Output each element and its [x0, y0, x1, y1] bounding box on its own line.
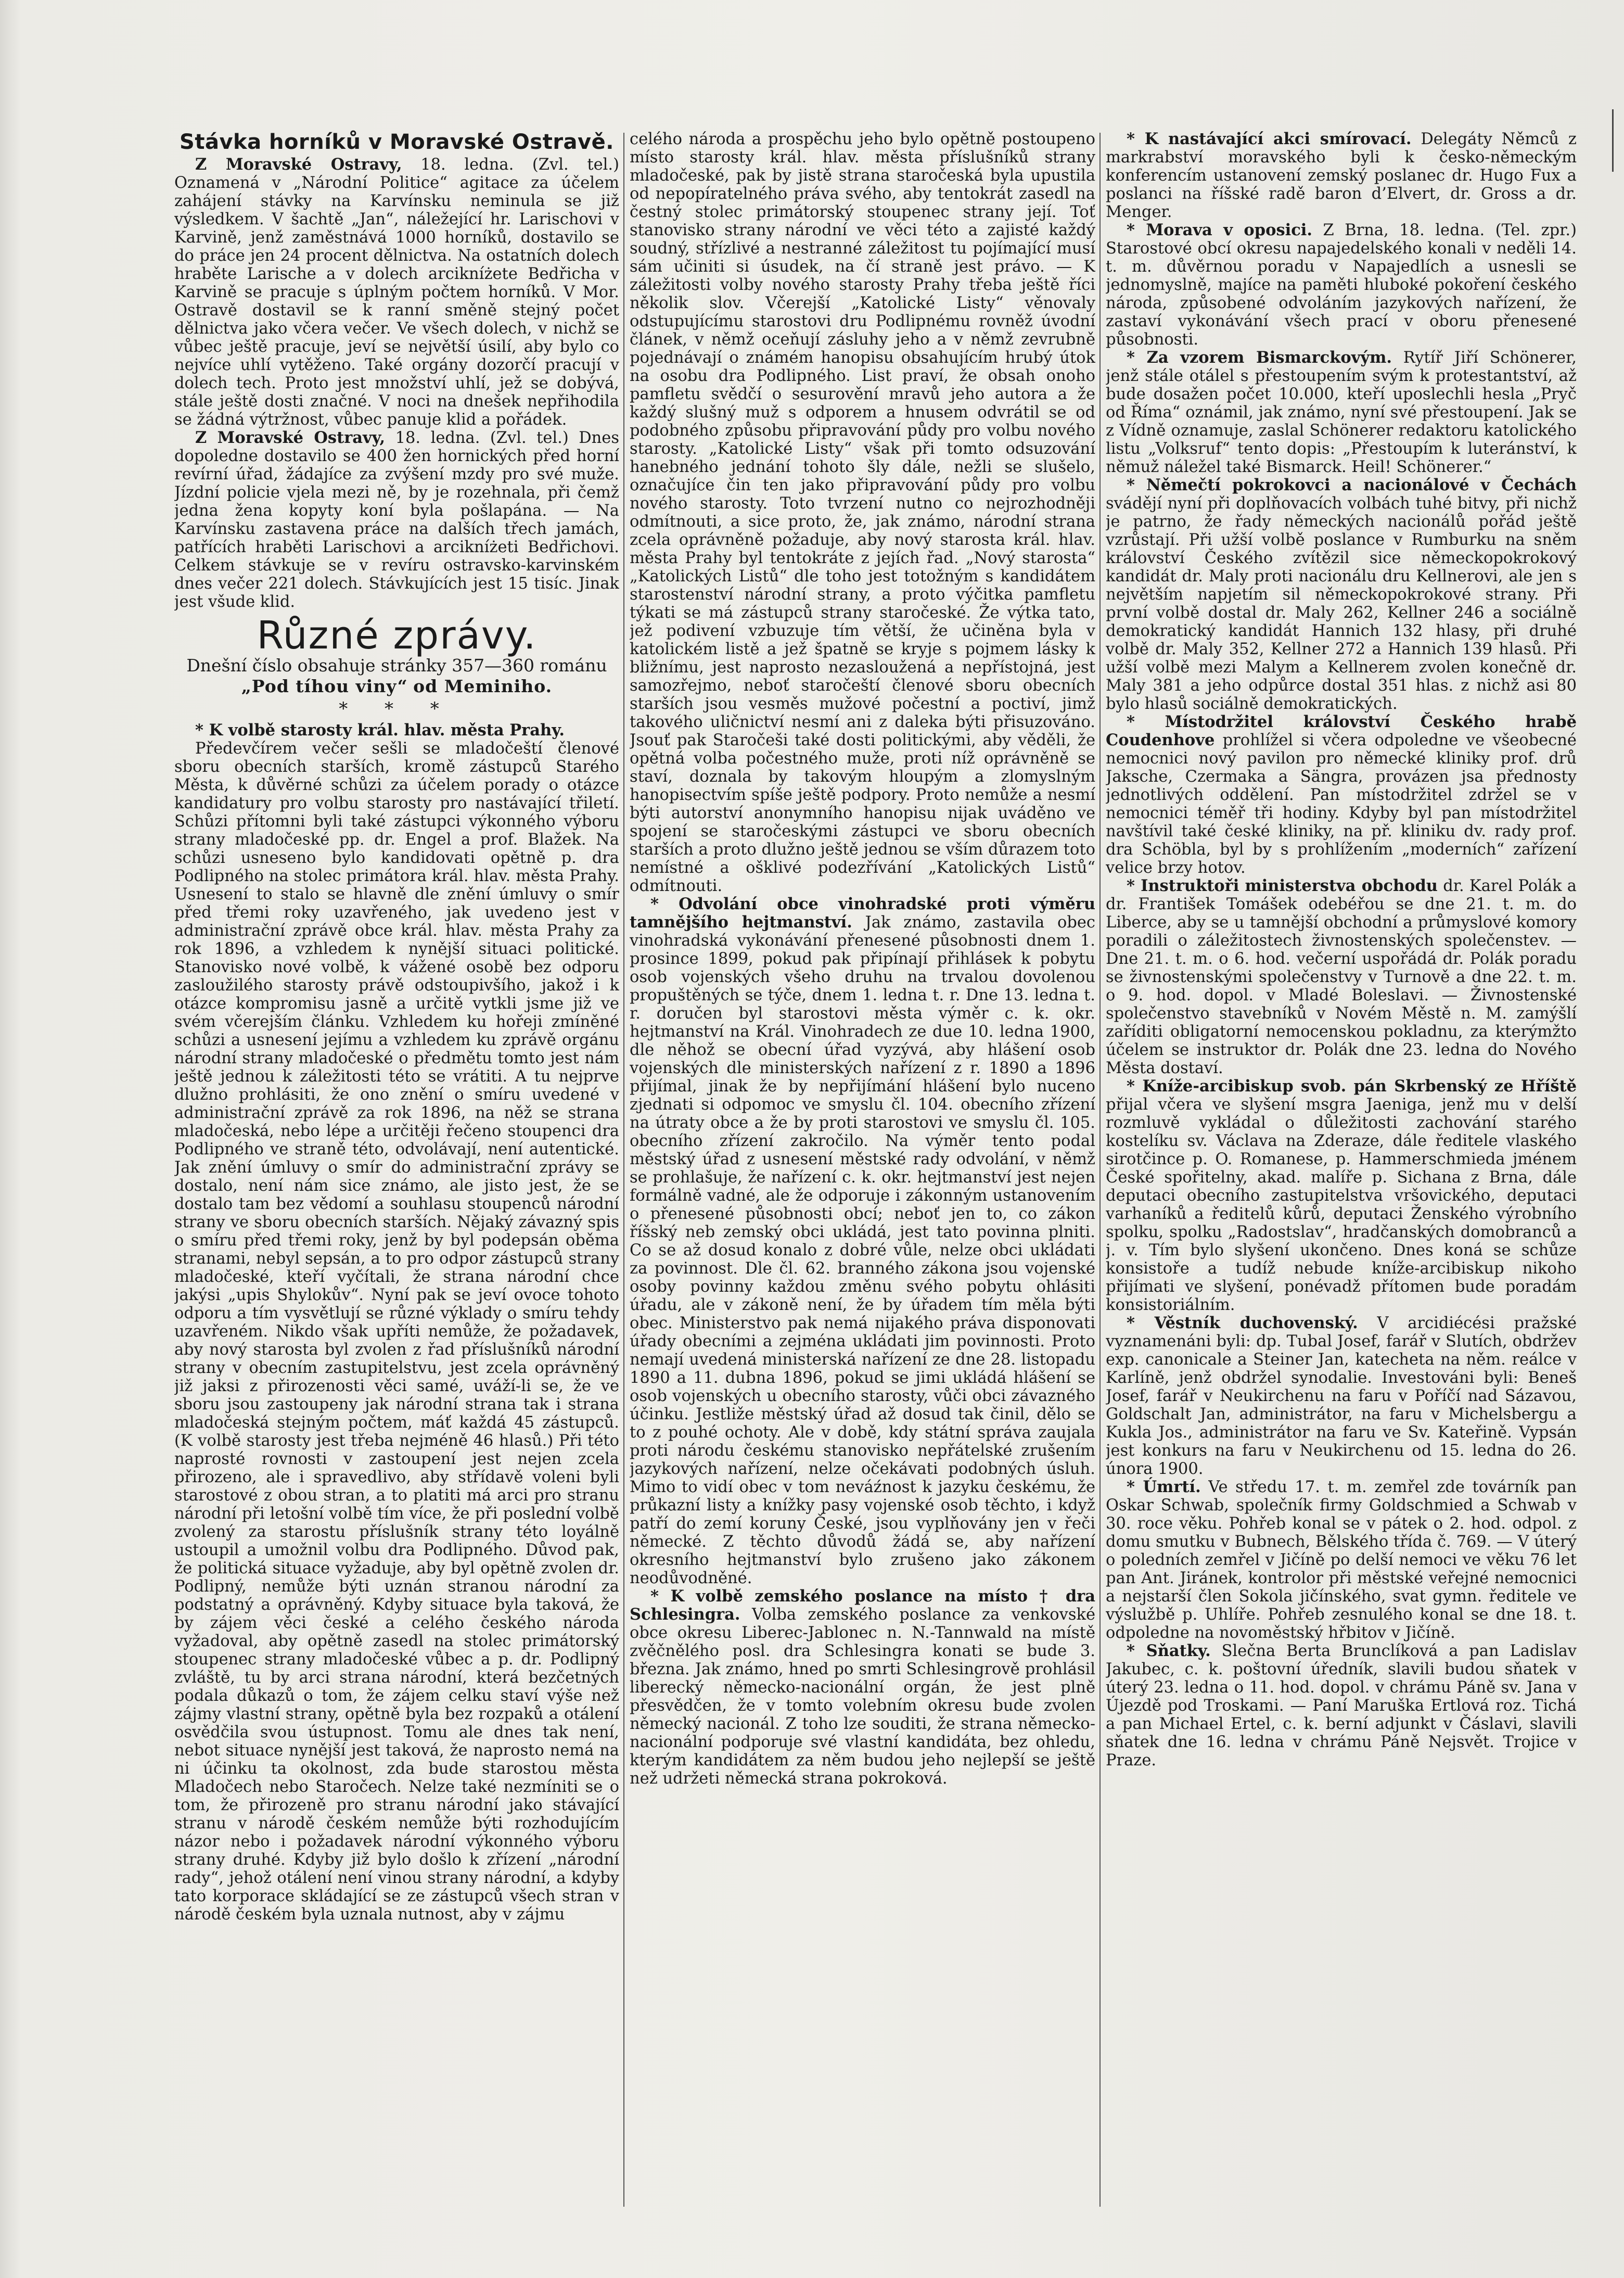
edge-mark: [1612, 109, 1624, 172]
article-paragraph: * Morava v oposici. Z Brna, 18. ledna. (Tel. zpr.) Starostové obcí okresu napajedelského konali v neděli 14. t. m. důvěrnou poradu v Napajedlích a usnesli se jednomyslně, majíce na paměti hluboké pokoření českého národa, způsobené odvoláním jazykových nařízení, že zastaví vykonávání všech prací v oboru přenesené působnosti.: [1106, 221, 1577, 349]
article-lead: * Místodržitel království Českého hrabě Coudenhove: [1106, 712, 1577, 749]
article-lead: * Instruktoři ministerstva obchodu: [1127, 876, 1438, 895]
separator-stars: * * *: [339, 698, 455, 719]
column-rule: [623, 133, 624, 2207]
article-paragraph: * Věstník duchovenský. V arcidiécési pražské vyznamenáni byli: dp. Tubal Josef, farář v Slutích, obdržev exp. canonicale a Steiner Jan, katecheta na něm. reálce v Karlíně, jenž obdržel synodalie. Investováni byli: Beneš Josef, farář v Neukirchenu na faru v Poříčí nad Sázavou, Goldschalt Jan, administrátor, na faru v Michelsbergu a Kukla Jos., administrátor na faru ve Sv. Kateřině. Vypsán jest konkurs na faru v Neukirchenu od 15. ledna do 26. února 1900.: [1106, 1314, 1577, 1478]
dateline: Z Moravské Ostravy,: [195, 428, 386, 447]
column-2: [630, 130, 1095, 2212]
article-lead: * K volbě zemského poslance na místo † dra Schlesingra.: [630, 1587, 1095, 1624]
article-headline: Stávka horníků v Moravské Ostravě.: [180, 130, 614, 154]
article-paragraph: * Za vzorem Bismarckovým. Rytíř Jiří Schönerer, jenž stále otálel s přestoupením svým k protestantství, až bude dosažen počet 10.000, kteří uposlechli hesla „Pryč od Říma“ oznámil, jak známo, nyní své přestoupení. Jak se z Vídně oznamuje, zaslal Schönerer redaktoru katolického listu „Volksruf“ tento dopis: „Přestoupím k luteránství, k němuž náležel také Bismarck. Heil! Schönerer.“: [1106, 348, 1577, 476]
article-paragraph: Předevčírem večer sešli se mladočeští členové sboru obecních starších, kromě zástupců Starého Města, k důvěrné schůzi za účelem porady o otázce kandidatury pro volbu starosty pro nastávající třiletí. Schůzi přítomni byli také zástupci výkonného výboru strany mladočeské pp. dr. Engel a prof. Blažek. Na schůzi usneseno bylo kandidovati opětně p. dra Podlipného na stolec primátora král. hlav. města Prahy. Usnesení to stalo se hlavně dle znění úmluvy o smír před třemi roky uzavřeného, jak uvedeno jest v administrační zprávě obce král. hlav. města Prahy za rok 1896, a vzhledem k nynější situaci politické. Stanovisko nové volbě, k vážené osobě bez odporu zasloužilého starosty právě odstoupivšího, jakož i k otázce kompromisu jasně a určitě vytkli jsme již ve svém včerejším článku. Vzhledem ku hořeji zmíněné schůzi a usnesení jejímu a vzhledem ku zprávě orgánu národní strany mladočeské o předmětu tomto jest nám ještě jednou k záležitosti této se vrátiti. A tu nejprve dlužno prohlásiti, že ono znění o smíru uvedené v administrační zprávě za rok 1896, na něž se strana mladočeská, nebo lépe a určitěji řečeno stoupenci dra Podlipného ve straně této, odvolávají, není autentické. Jak znění úmluvy o smír do administrační zprávy se dostalo, není nám sice známo, ale jisto jest, že se dostalo tam bez vědomí a souhlasu stoupenců národní strany ve sboru obecních starších. Nějaký závazný spis o smíru před třemi roky, jenž by byl podepsán oběma stranami, nebyl sepsán, a to pro odpor zástupců strany mladočeské, kteří vyčítali, že strana národní chce jakýsi „upis Shylokův“. Nyní pak se jeví ovoce tohoto odporu a tím vysvětlují se různé výklady o smíru tehdy uzavřeném. Nikdo však upříti nemůže, že požadavek, aby nový starosta byl zvolen z řad příslušníků národní strany v obecním zastupitelstvu, jest zcela oprávněný již jaksi z přirozenosti věci samé, uváží-li se, že ve sboru jsou zastoupeny jak národní strana tak i strana mladočeská stejným počtem, máť každá 45 zástupců. (K volbě starosty jest třeba nejméně 46 hlasů.) Při této naprosté rovnosti v zastoupení jest nejen zcela přirozeno, ale i spravedlivo, aby střídavě voleni byli starostové z obou stran, a to platiti má arci pro stranu národní při letošní volbě tím více, že při poslední volbě zvolený za starostu příslušník strany této loyálně ustoupil a umožnil volbu dra Podlipného. Důvod pak, že politická situace vyžaduje, aby byl opětně zvolen dr. Podlipný, nemůže býti uznán stranou národní za podstatný a oprávněný. Kdyby situace byla taková, že by zájem věci české a celého českého národa vyžadoval, aby opětně zasedl na stolec primátorský stoupenec strany mladočeské vůbec a p. dr. Podlipný zvláště, tu by arci strana národní, která bezčetných podala důkazů o tom, že zájem celku staví výše než zájmy vlastní strany, opětně byla bez rozpaků a otálení osvědčila svou ústupnost. Tomu ale dnes tak není, nebot situace nynější jest taková, že naprosto nemá na ni účinku ta okolnost, zda bude starostou města Mladočech nebo Staročech. Nelze také nezmíniti se o tom, že přirozeně pro stranu národní jako stávající stranu v národě českém nemůže býti rozhodujícím názor nebo i požadavek národní výkonného výboru strany druhé. Kdyby již bylo došlo k zřízení „národní rady“, jehož otálení není vinou strany národní, a kdyby tato korporace skládající se ze zástupců všech stran v národě českém byla uznala nutnost, aby v zájmu: [174, 740, 619, 1924]
article-lead: * Kníže-arcibiskup svob. pán Skrbenský ze Hříště: [1127, 1077, 1577, 1096]
article-paragraph: Z Moravské Ostravy, 18. ledna. (Zvl. tel.) Dnes dopoledne dostavilo se 400 žen hornických před horní revírní úřad, žádajíce za zvýšení mzdy pro své muže. Jízdní policie vjela mezi ně, by je rozehnala, při čemž jedna žena kopyty koní byla pošlapána. — Na Karvínsku zastavena práce na dalších třech jamách, patřících hraběti Larischovi a arcikníżeti Bedřichovi. Celkem stávkuje se v revíru ostravsko-karvinském dnes večer 221 dolech. Stávkujících jest 15 tisíc. Jinak jest všude klid.: [174, 428, 619, 611]
column-rule: [1099, 133, 1101, 2207]
article-paragraph: Z Moravské Ostravy, 18. ledna. (Zvl. tel.) Oznamená v „Národní Politice“ agitace za účelem zahájení stávky na Karvínsku neminula se již výsledkem. V šachtě „Jan“, náležející hr. Larischovi v Karvině, jenž zaměstnává 1000 horníků, dostavilo se do práce jen 24 procent dělnictva. Na ostatních dolech hraběte Larische a v dolech arcikníżete Bedřicha v Karvině se pracuje s úplným počtem horníků. V Mor. Ostravě dostavil se k ranní směně stejný počet dělnictva jako včera večer. Ve všech dolech, v nichž se vůbec ještě pracuje, jeví se největší úsilí, aby bylo co nejvíce uhlí vytěženo. Také orgány dozorčí pracují v dolech tech. Proto jest množství uhlí, jež se dobývá, stále ještě dosti značné. V noci na dnešek nepřihodila se žádná výtržnost, vůbec panuje klid a pořádek.: [174, 155, 619, 429]
section-title: Různé zprávy.: [257, 613, 537, 658]
article-paragraph: * Místodržitel království Českého hrabě Coudenhove prohlížel si včera odpoledne ve všeobecné nemocnici nový pavilon pro německé kliniky prof. drů Jaksche, Czermaka a Sängra, provázen jsa přednosty jednotlivých oddělení. Pan místodržitel zdržel se v nemocnici téměř tři hodiny. Kdyby byl pan místodržitel navštívil také české kliniky, na př. kliniku dv. rady prof. dra Schöbla, byl by s prohlížením „moderních“ zařízení velice brzy hotov.: [1106, 712, 1577, 877]
article-paragraph: * Němečtí pokrokovci a nacionálové v Čechách svádějí nyní při doplňovacích volbách tuhé bitvy, při nichž je patrno, že řady německých nacionálů pořád ještě vzrůstají. Při užší volbě poslance v Rumburku na sněm království Českého zvítězil sice německopokrokový kandidát dr. Maly proti nacionálu dru Kellnerovi, ale jen s největším napjetím sil německopokrokové strany. Při první volbě dostal dr. Maly 262, Kellner 246 a sociálně demokratický kandidát Hannich 132 hlasy, při druhé volbě dr. Maly 352, Kellner 272 a Hannich 139 hlasů. Při užší volbě mezi Malym a Kellnerem zvolen konečně dr. Maly 381 a jeho odpůrce dostal 351 hlas. z nichž asi 80 bylo hlasů sociálně demokratických.: [1106, 476, 1577, 713]
article-paragraph: * K nastávající akci smírovací. Delegáty Němců z markrabství moravského byli k česko-německým konferencím ustanovení zemský poslanec dr. Hugo Fux a poslanci na říšské radě baron d’Elvert, dr. Gross a dr. Menger.: [1106, 130, 1577, 221]
dateline: Z Moravské Ostravy,: [195, 155, 402, 174]
article-lead: * Sňatky.: [1127, 1641, 1211, 1660]
article-lead: * Úmrtí.: [1127, 1478, 1201, 1496]
article-paragraph: * Úmrtí. Ve středu 17. t. m. zemřel zde továrník pan Oskar Schwab, společník firmy Goldschmied a Schwab v 30. roce věku. Pohřeb konal se v pátek o 2. hod. odpol. z domu smutku v Bubnech, Bělského třída č. 769. — V úterý o poledních zemřel v Jičíně po delší nemoci ve věku 76 let pan Ant. Jiránek, kontrolor při městské veřejné nemocnici a nejstarší člen Sokola jičínského, svat gymn. ředitele ve výslužbě p. Uhlíře. Pohřeb zesnulého konal se dne 18. t. odpoledne na novoměstský hřbitov v Jičíně.: [1106, 1478, 1577, 1642]
serial-title: „Pod tíhou viny“: [241, 676, 408, 696]
column-1: [174, 130, 619, 2212]
article-lead: * Věstník duchovenský.: [1127, 1314, 1358, 1332]
article-lead: * K nastávající akci smírovací.: [1127, 130, 1412, 148]
article-paragraph: * K volbě zemského poslance na místo † dra Schlesingra. Volba zemského poslance za venkovské obce okresu Liberec-Jablonec n. N.-Tannwald na místě zvěčnělého posl. dra Schlesingra konati se bude 3. března. Jak známo, hned po smrti Schlesingrově prohlásil liberecký německo-nacionální orgán, že jest plně přesvědčen, že v tomto volebním okresu bude zvolen německý nacionál. Z toho lze souditi, že strana německo-nacionální podporuje své vlastní kandidáta, bez ohledu, kterým kandidátem za něm budou jeho nejlepší se ještě než udržeti německá strana pokroková.: [630, 1587, 1095, 1788]
article-lead: * Morava v oposici.: [1127, 221, 1312, 239]
article-lead: * Za vzorem Bismarckovým.: [1127, 348, 1392, 367]
serial-notice: Dnešní číslo obsahuje stránky 357—360 románu „Pod tíhou viny“ od Meminiho.: [186, 655, 607, 696]
article-paragraph: * Sňatky. Slečna Berta Brunclíková a pan Ladislav Jakubec, c. k. poštovní úředník, slavili budou sňatek v úterý 23. ledna o 11. hod. dopol. v chrámu Páně sv. Jana v Újezdě pod Troskami. — Paní Maruška Ertlová roz. Tichá a pan Michael Ertel, c. k. berní adjunkt v Čáslavi, slavili sňatek dne 16. ledna v chrámu Páně Nejsvět. Trojice v Praze.: [1106, 1641, 1577, 1770]
article-lead: * Odvolání obce vinohradské proti výměru tamnějšího hejtmanství.: [630, 895, 1095, 932]
article-lead: * K volbě starosty král. hlav. města Prahy.: [195, 721, 565, 740]
article-paragraph: * Odvolání obce vinohradské proti výměru tamnějšího hejtmanství. Jak známo, zastavila obec vinohradská vykonávání přenesené působnosti dnem 1. prosince 1899, pokud pak připínají přihlásek k pobytu osob vojenských všeho druhu na trvalou dovolenou propuštěných se týče, dnem 1. ledna t. r. Dne 13. ledna t. r. doručen byl starostovi města výměr c. k. okr. hejtmanství na Král. Vinohradech ze due 10. ledna 1900, dle něhož se obecní úřad vyzývá, aby hlášení osob vojenských dle ministerských nařízení z r. 1890 a 1896 přijímal, jinak že by nepřijímání hlášení bylo nuceno zjednati si odpomoc ve smyslu čl. 104. obecního zřízení na útraty obce a že by proti starostovi ve smyslu čl. 105. obecního zřízení zakročilo. Na výměr tento podal městský úřad z usnesení městské rady odvolání, v němž se prohlašuje, že nařízení c. k. okr. hejtmanství jest nejen formálně vadné, ale že odporuje i zákonným ustanovením o přenesené působnosti obcí; neboť jen to, co zákon říšský neb zemský obci ukládá, jest tato povinna plniti. Co se až dosud konalo z dobré vůle, nelze obci ukládati za povinnost. Dle čl. 62. branného zákona jsou vojenské osoby povinny každou změnu svého pobytu ohlásiti úřadu, ale v zákoně není, že by úřadem tím měla býti obec. Ministerstvo pak nemá nijakého práva disponovati úřady obecními a zejména ukládati jim povinnosti. Proto nemají uvedená ministerská nařízení ze dne 28. listopadu 1890 a 11. dubna 1896, pokud se jimi ukládá hlášení se osob vojenských u obecního starosty, vůči obci závazného účinku. Jestliže městský úřad až dosud tak činil, dělo se to z pouhé ochoty. Ale v době, kdy státní správa zaujala proti národu českému stanovisko nepřátelské zrušením jazykových nařízení, nelze očekávati podobných úsluh. Mimo to vidí obec v tom neváźnost k jazyku českému, že průkazní listy a knížky pasy vojenské osob těchto, i když patří do zemí koruny České, jsou vyplňovány jen v řeči německé. Z těchto důvodů žádá se, aby nařízení okresního hejtmanství bylo zrušeno jako zákonem neodůvodněné.: [630, 895, 1095, 1587]
article-paragraph: celého národa a prospěchu jeho bylo opětně postoupeno místo starosty král. hlav. města příslušníků strany mladočeské, pak by jistě strana staročeská byla upustila od nepopíratelného práva svého, aby tentokrát zasedl na čestný stolec primátorský stoupenec strany její. Toť stanovisko strany národní ve věci této a zajisté každý soudný, střízlivé a nestranné záležitost tu pojímající musí sám učiniti si úsudek, na čí straně jest právo. — K záležitosti volby nového starosty Prahy třeba ještě říci několik slov. Včerejší „Katolické Listy“ věnovaly odstupujícímu starostovi dru Podlipnému rovněž úvodní článek, v němž oceňují zásluhy jeho a v němž zevrubně pojednávají o známém hanopisu obsahujícím hrubý útok na osobu dra Podlipného. List praví, že obsah onoho pamfletu svědčí o sesurovění mravů jeho autora a že každý slušný muž s odporem a hnusem odvrátil se od podobného způsobu připravování půdy pro volbu nového starosty. „Katolické Listy“ však při tomto odsuzování hanebného jednání tohoto šly dále, nežli se slušelo, označujíce čin ten jako připravování půdy pro volbu nového starosty. Toto tvrzení nutno co nejrozhodněji odmítnouti, a sice proto, že, jak známo, národní strana zcela oprávněně požaduje, aby nový starosta král. hlav. města Prahy byl tentokráte z jejích řad. „Nový starosta“ „Katolických Listů“ dle toho jest totožným s kandidátem starostenství národní strany, a proto výčitka pamfletu týkati se má zástupců strany staročeské. Že výtka tato, jež podivení vzbuzuje tím větší, že učiněna byla v katolickém listě a jež špatně se kryje s pojmem lásky k bližnímu, jest naprosto nezasloužená a nepřístojná, jest samozřejmo, neboť staročeští členové sboru obecních starších jsou vesměs mužové počestní a poctiví, jimž takového uličnictví nesmí ani z daleka býti přisuzováno. Jsouť pak Staročeši také dosti politickými, aby věděli, že opětná volba počestného muže, proti níž oprávněně se staví, doznala by takovým hloupým a zlomyslným hanopisectvím spíše ještě podpory. Proto nemůže a nesmí býti autorství anonymního hanopisu nijak uváděno ve spojení se staročeskými zástupci ve sboru obecních starších a proto dlužno ještě jednou se vším důrazem toto nemístné a ošklivé podezřívání „Katolických Listů“ odmítnouti.: [630, 130, 1095, 895]
article-paragraph: * Instruktoři ministerstva obchodu dr. Karel Polák a dr. František Tomášek odebéřou se dne 21. t. m. do Liberce, aby se u tamnější obchodní a průmyslové komory poradili o záležitostech živnostenských společenstev. — Dne 21. t. m. o 6. hod. večerní uspořádá dr. Polák poradu se živnostenskými společenstvy v Turnově a dne 22. t. m. o 9. hod. dopol. v Mladé Boleslavi. — Živnostenské společenstvo stavebníků v Novém Městě n. M. zamýšlí zaříditi obligatorní nemocenskou pokladnu, za kterýmžto účelem se instruktor dr. Polák dne 23. ledna do Nového Města dostaví.: [1106, 876, 1577, 1077]
article-paragraph: * Kníže-arcibiskup svob. pán Skrbenský ze Hříště přijal včera ve slyšení msgra Jaeniga, jenž mu v delší rozmluvě vykládal o důležitosti zachování starého kostelíku sv. Václava na Zderaze, dále ředitele vlaského sirotčince p. O. Romanese, p. Hammerschmieda jménem České spořitelny, akad. malíře p. Sichana z Brna, dále deputaci obecního zastupitelstva vršovického, deputaci varhaníků a ředitelů kůrů, deputaci Ženského výrobního spolku, spolku „Radostslav“, hradčanských domobranců a j. v. Tím bylo slyšení ukončeno. Dnes koná se schůze konsistoře a tudíž nebude kníže-arcibiskup nikoho přijímati ve slyšení, ponévadž přítomen bude poradám konsistoriálním.: [1106, 1077, 1577, 1314]
column-3: [1106, 130, 1577, 2212]
article-lead: * Němečtí pokrokovci a nacionálové v Čechách: [1127, 476, 1577, 494]
article-paragraph: [174, 721, 619, 740]
